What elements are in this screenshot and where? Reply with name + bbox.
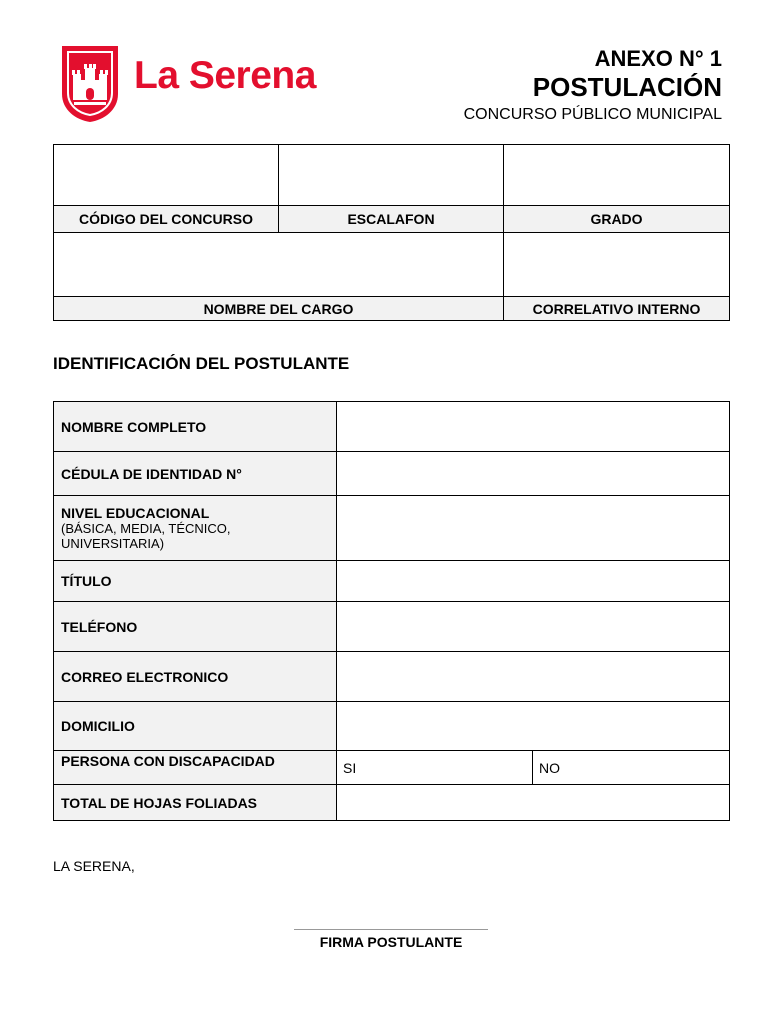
grado-label: GRADO (504, 206, 730, 233)
nombre-label: NOMBRE COMPLETO (54, 402, 337, 452)
correo-field[interactable] (337, 652, 730, 702)
contest-table-top (53, 144, 730, 233)
applicant-table (53, 401, 730, 821)
signature-line[interactable] (294, 929, 488, 930)
correlativo-label: CORRELATIVO INTERNO (504, 297, 730, 321)
discapacidad-label: PERSONA CON DISCAPACIDAD (54, 751, 337, 785)
table-row (54, 452, 730, 496)
table-row (54, 785, 730, 821)
page-subtitle: CONCURSO PÚBLICO MUNICIPAL (463, 106, 722, 123)
nivel-field[interactable] (337, 496, 730, 561)
table-row (54, 496, 730, 561)
la-serena-logo (60, 44, 330, 124)
hojas-label: TOTAL DE HOJAS FOLIADAS (54, 785, 337, 821)
discapacidad-si-option[interactable]: SI (337, 751, 533, 785)
place-text: LA SERENA, (53, 858, 135, 874)
correlativo-field[interactable] (504, 233, 730, 297)
codigo-concurso-label: CÓDIGO DEL CONCURSO (54, 206, 279, 233)
nivel-sublabel: (BÁSICA, MEDIA, TÉCNICO, UNIVERSITARIA) (61, 521, 231, 551)
grado-field[interactable] (504, 145, 730, 206)
table-row (54, 652, 730, 702)
domicilio-field[interactable] (337, 702, 730, 751)
discapacidad-no-option[interactable]: NO (533, 751, 730, 785)
table-row (54, 602, 730, 652)
table-row (54, 402, 730, 452)
page-title: POSTULACIÓN (532, 72, 722, 102)
domicilio-label: DOMICILIO (54, 702, 337, 751)
castle-shield-icon (60, 44, 120, 124)
escalafon-label: ESCALAFON (279, 206, 504, 233)
nombre-field[interactable] (337, 402, 730, 452)
cedula-label: CÉDULA DE IDENTIDAD N° (54, 452, 337, 496)
titulo-field[interactable] (337, 561, 730, 602)
titulo-label: TÍTULO (54, 561, 337, 602)
nombre-cargo-field[interactable] (54, 233, 504, 297)
section-heading: IDENTIFICACIÓN DEL POSTULANTE (53, 354, 350, 373)
hojas-field[interactable] (337, 785, 730, 821)
annex-number: ANEXO N° 1 (594, 46, 722, 71)
telefono-field[interactable] (337, 602, 730, 652)
cedula-field[interactable] (337, 452, 730, 496)
correo-label: CORREO ELECTRONICO (54, 652, 337, 702)
codigo-concurso-field[interactable] (54, 145, 279, 206)
nivel-label: NIVEL EDUCACIONAL (61, 505, 210, 521)
telefono-label: TELÉFONO (54, 602, 337, 652)
nombre-cargo-label: NOMBRE DEL CARGO (54, 297, 504, 321)
document-header (464, 46, 722, 128)
table-row (54, 751, 730, 785)
brand-name: La Serena (134, 54, 316, 97)
contest-table-bottom (53, 232, 730, 321)
nivel-label-cell (54, 496, 337, 561)
table-row (54, 702, 730, 751)
table-row (54, 561, 730, 602)
escalafon-field[interactable] (279, 145, 504, 206)
signature-label: FIRMA POSTULANTE (319, 934, 463, 950)
